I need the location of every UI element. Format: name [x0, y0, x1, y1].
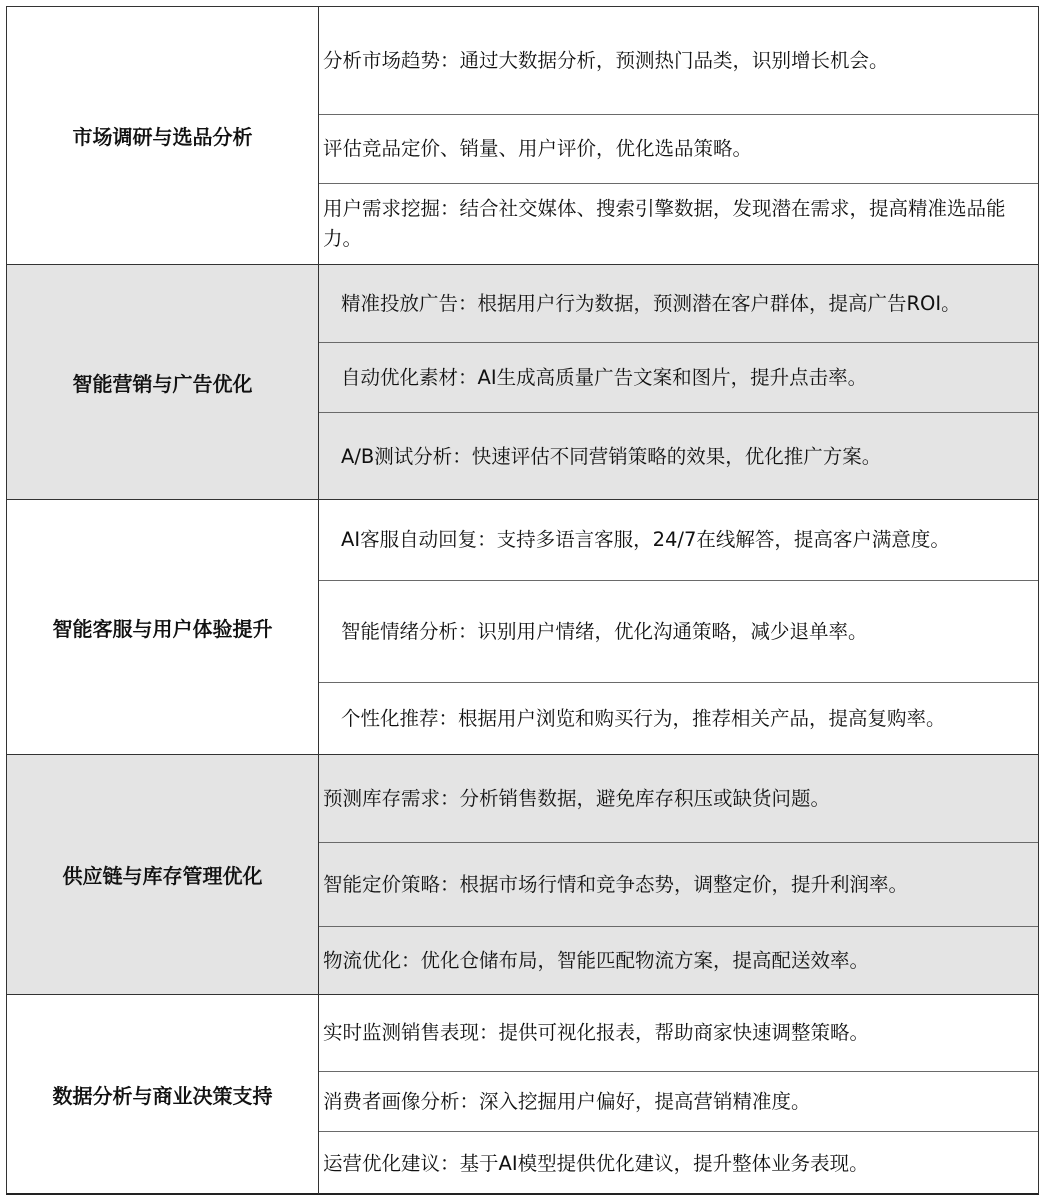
item-text: 自动优化素材：AI生成高质量广告文案和图片，提升点击率。: [341, 365, 868, 389]
item-text: 消费者画像分析：深入挖掘用户偏好，提高营销精准度。: [323, 1089, 811, 1113]
item-text: AI客服自动回复：支持多语言客服，24/7在线解答，提高客户满意度。: [341, 528, 950, 551]
table-row: [319, 1071, 1038, 1131]
table-row: [319, 114, 1038, 183]
item-text: 分析市场趋势：通过大数据分析，预测热门品类，识别增长机会。: [323, 48, 889, 72]
item-text: A/B测试分析：快速评估不同营销策略的效果，优化推广方案。: [341, 444, 882, 468]
item-text: 实时监测销售表现：提供可视化报表，帮助商家快速调整策略。: [323, 1021, 870, 1044]
table-row: [319, 755, 1038, 842]
table-row: [319, 842, 1038, 926]
group-customer-service: [7, 499, 1038, 754]
item-text: 智能情绪分析：识别用户情绪，优化沟通策略，减少退单率。: [341, 619, 868, 643]
table-row: [319, 682, 1038, 755]
group-items: [319, 7, 1038, 264]
group-items: [319, 500, 1038, 754]
group-market-research: [7, 7, 1038, 264]
table-row: [319, 1131, 1038, 1195]
category-label: 智能客服与用户体验提升: [7, 500, 319, 754]
table-row: [319, 342, 1038, 412]
table-row: [319, 926, 1038, 995]
table-row: [319, 183, 1038, 264]
item-text: 精准投放广告：根据用户行为数据，预测潜在客户群体，提高广告ROI。: [341, 291, 961, 315]
item-text: 智能定价策略：根据市场行情和竞争态势，调整定价，提升利润率。: [323, 872, 909, 896]
item-text: 用户需求挖掘：结合社交媒体、搜索引擎数据，发现潜在需求，提高精准选品能力。: [323, 197, 1006, 250]
group-items: [319, 995, 1038, 1194]
group-items: [319, 265, 1038, 499]
group-data-analysis: [7, 994, 1038, 1194]
table-row: [319, 580, 1038, 682]
item-text: 预测库存需求：分析销售数据，避免库存积压或缺货问题。: [323, 786, 831, 810]
group-smart-marketing: [7, 264, 1038, 499]
category-label: 数据分析与商业决策支持: [7, 995, 319, 1194]
table-row: [319, 412, 1038, 500]
category-label: 智能营销与广告优化: [7, 265, 319, 499]
table-row: [319, 995, 1038, 1071]
category-label: 供应链与库存管理优化: [7, 755, 319, 994]
table-row: [319, 7, 1038, 114]
table-row: [319, 265, 1038, 342]
item-text: 运营优化建议：基于AI模型提供优化建议，提升整体业务表现。: [323, 1151, 869, 1175]
group-items: [319, 755, 1038, 994]
table-row: [319, 500, 1038, 580]
ai-ecommerce-applications-table: [6, 6, 1039, 1195]
group-supply-chain: [7, 754, 1038, 994]
item-text: 物流优化：优化仓储布局，智能匹配物流方案，提高配送效率。: [323, 949, 870, 972]
item-text: 评估竞品定价、销量、用户评价，优化选品策略。: [323, 137, 753, 160]
item-text: 个性化推荐：根据用户浏览和购买行为，推荐相关产品，提高复购率。: [341, 707, 946, 730]
category-label: 市场调研与选品分析: [7, 7, 319, 264]
